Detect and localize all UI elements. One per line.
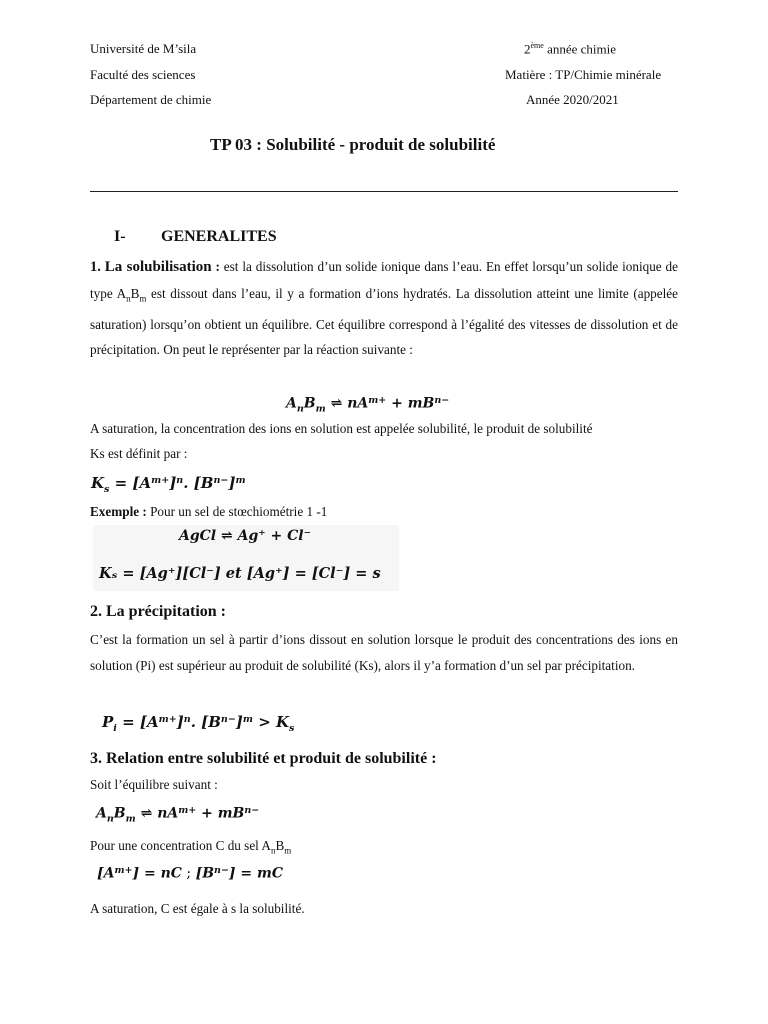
ks-ag-equation: Kₛ = [Ag⁺][Cl⁻] et [Ag⁺] = [Cl⁻] = s (99, 565, 381, 582)
section-number: I- (114, 228, 126, 245)
saturation-text-line2: Ks est définit par : (90, 446, 188, 461)
saturation-text-line1: A saturation, la concentration des ions en solution est appelée solubilité, le produit de solubilité (90, 421, 593, 436)
faculty-name: Faculté des sciences (90, 67, 196, 82)
page-title: TP 03 : Solubilité - produit de solubilité (210, 135, 496, 154)
university-name: Université de M’sila (90, 41, 197, 56)
example-label: Exemple : (90, 504, 147, 519)
solubilisation-text: est la dissolution d’un solide ionique dans l’eau. En effet lorsqu’un solide ionique de type A (90, 259, 678, 301)
subject-name: Matière : TP/Chimie minérale (505, 67, 662, 82)
academic-year: Année 2020/2021 (526, 92, 619, 107)
agcl-equation: AgCl ⇌ Ag⁺ + Cl⁻ (179, 528, 311, 544)
precipitation-paragraph: C’est la formation un sel à partir d’ions dissout en solution lorsque le produit des concentrations des ions en solution (Pi) est supérieur au produit de solubilité (Ks), alors il y’a formation d’un sel par précipitation. (90, 632, 678, 673)
solubilisation-text-continued: est dissout dans l’eau, il y a formation d’ions hydratés. La dissolution atteint une limite (appelée saturation) lorsqu’on obtient un équilibre. Cet équilibre correspond à l’égalité des vitesses de dissolution et de précipitation. On peut le représenter par la réaction suivante : (90, 285, 678, 358)
ks-equation: $K_s = [A^{m+}]^n$. $[B^{n-}]^m$ (91, 474, 246, 495)
example-line (90, 504, 327, 520)
section-title: GENERALITES (161, 228, 277, 245)
solubilisation-number: 1. (90, 259, 101, 275)
class-year: 2ème année chimie (524, 41, 617, 57)
equilibrium-equation: $A_nB_m$ ⇌ $nA^{m+} + mB^{n-}$ (96, 805, 260, 825)
formula-sub-n: n (126, 293, 131, 304)
solubilisation-paragraph (90, 254, 678, 363)
formula-sub-m: m (139, 293, 147, 304)
equilibrium-intro: Soit l’équilibre suivant : (90, 777, 218, 792)
precipitation-heading: 2. La précipitation : (90, 603, 226, 620)
title-divider (90, 191, 678, 192)
department-name: Département de chimie (90, 92, 212, 107)
solubilisation-heading: La solubilisation (104, 259, 212, 275)
dissolution-equation: $A_nB_m$ ⇌ $nA^{m+} + mB^{n-}$ (286, 395, 450, 415)
formula-b: B (130, 285, 140, 301)
solubilisation-colon: : (211, 259, 220, 274)
pi-equation: $P_i = [A^{m+}]^n$. $[B^{n-}]^m > K_s$ (102, 713, 295, 734)
concentration-equation: $[A^{m+}]$ = nC ; $[B^{n-}]$ = mC (97, 865, 283, 882)
example-text: Pour un sel de stœchiométrie 1 -1 (146, 504, 328, 519)
concentration-text: Pour une concentration C du sel $A_nB_m$ (90, 838, 292, 856)
relation-heading: 3. Relation entre solubilité et produit de solubilité : (90, 750, 437, 767)
saturation-conclusion: A saturation, C est égale à s la solubilité. (90, 901, 305, 916)
